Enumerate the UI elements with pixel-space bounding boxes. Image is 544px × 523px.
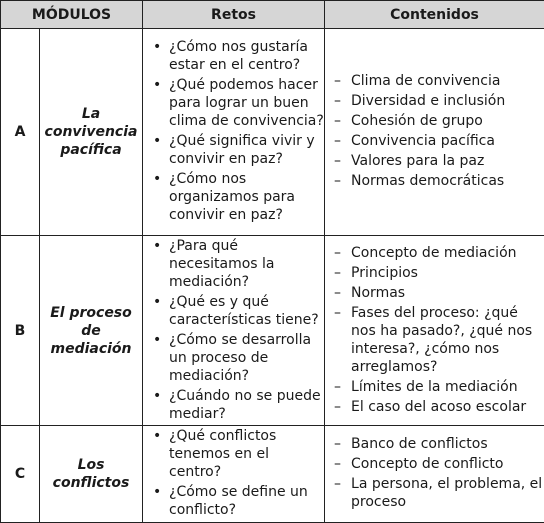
- reto-item: • ¿Qué conflictos tenemos en el centro?: [143, 427, 324, 481]
- reto-item: • ¿Cómo se desarrolla un proceso de mediación?: [143, 331, 324, 385]
- retos-list: [143, 427, 324, 519]
- module-title-line: La: [81, 106, 101, 122]
- contenido-item: – Principios: [325, 264, 544, 282]
- contenido-item: – Banco de conflictos: [325, 435, 544, 453]
- header-row: [1, 1, 544, 29]
- contenidos-cell: [325, 29, 544, 236]
- header-contenidos: Contenidos: [325, 1, 544, 29]
- contenidos-list: [325, 435, 544, 511]
- header-modulos: MÓDULOS: [1, 1, 143, 29]
- module-title: [40, 426, 143, 523]
- contenido-item: – Diversidad e inclusión: [325, 92, 544, 110]
- retos-cell: [143, 236, 325, 426]
- module-title: [40, 29, 143, 236]
- contenidos-cell: [325, 236, 544, 426]
- contenido-item: – Normas: [325, 284, 544, 302]
- module-letter: C: [1, 426, 40, 523]
- contenido-item: – Convivencia pacífica: [325, 132, 544, 150]
- module-title-line: El proceso: [50, 304, 132, 321]
- contenidos-cell: [325, 426, 544, 523]
- contenido-item: – Fases del proceso: ¿qué nos ha pasado?, ¿qué nos interesa?, ¿cómo nos arreglamos?: [325, 304, 544, 376]
- contenido-item: – La persona, el problema, el proceso: [325, 475, 544, 511]
- contenido-item: – Concepto de conflicto: [325, 455, 544, 473]
- contenido-item: – Valores para la paz: [325, 152, 544, 170]
- retos-cell: [143, 426, 325, 523]
- reto-item: • ¿Qué es y qué características tiene?: [143, 293, 324, 329]
- retos-list: [143, 38, 324, 224]
- contenido-item: – El caso del acoso escolar: [325, 398, 544, 416]
- retos-list: [143, 237, 324, 423]
- module-row-c: [1, 426, 544, 523]
- contenidos-list: [325, 244, 544, 416]
- retos-cell: [143, 29, 325, 236]
- module-title-line: conflictos: [52, 475, 130, 491]
- header-retos: Retos: [143, 1, 325, 29]
- reto-item: • ¿Qué significa vivir y convivir en paz?: [143, 132, 324, 168]
- contenido-item: – Límites de la mediación: [325, 378, 544, 396]
- module-title-line: Los: [77, 457, 105, 473]
- module-title-line: mediación: [50, 340, 132, 357]
- reto-item: • ¿Para qué necesitamos la mediación?: [143, 237, 324, 291]
- module-title-line: convivencia: [44, 124, 138, 140]
- contenido-item: – Concepto de mediación: [325, 244, 544, 262]
- module-title: [40, 236, 143, 426]
- reto-item: • ¿Cómo se define un conflicto?: [143, 483, 324, 519]
- reto-item: • ¿Cómo nos organizamos para convivir en paz?: [143, 170, 324, 224]
- module-title-line: de: [81, 322, 101, 339]
- reto-item: • ¿Cuándo no se puede mediar?: [143, 387, 324, 423]
- module-row-b: [1, 236, 544, 426]
- contenido-item: – Clima de convivencia: [325, 72, 544, 90]
- module-letter: B: [1, 236, 40, 426]
- contenido-item: – Cohesión de grupo: [325, 112, 544, 130]
- contenido-item: – Normas democráticas: [325, 172, 544, 190]
- module-letter: A: [1, 29, 40, 236]
- contenidos-list: [325, 72, 544, 190]
- reto-item: • ¿Qué podemos hacer para lograr un buen clima de convivencia?: [143, 76, 324, 130]
- module-row-a: [1, 29, 544, 236]
- module-title-line: pacífica: [60, 142, 122, 158]
- reto-item: • ¿Cómo nos gustaría estar en el centro?: [143, 38, 324, 74]
